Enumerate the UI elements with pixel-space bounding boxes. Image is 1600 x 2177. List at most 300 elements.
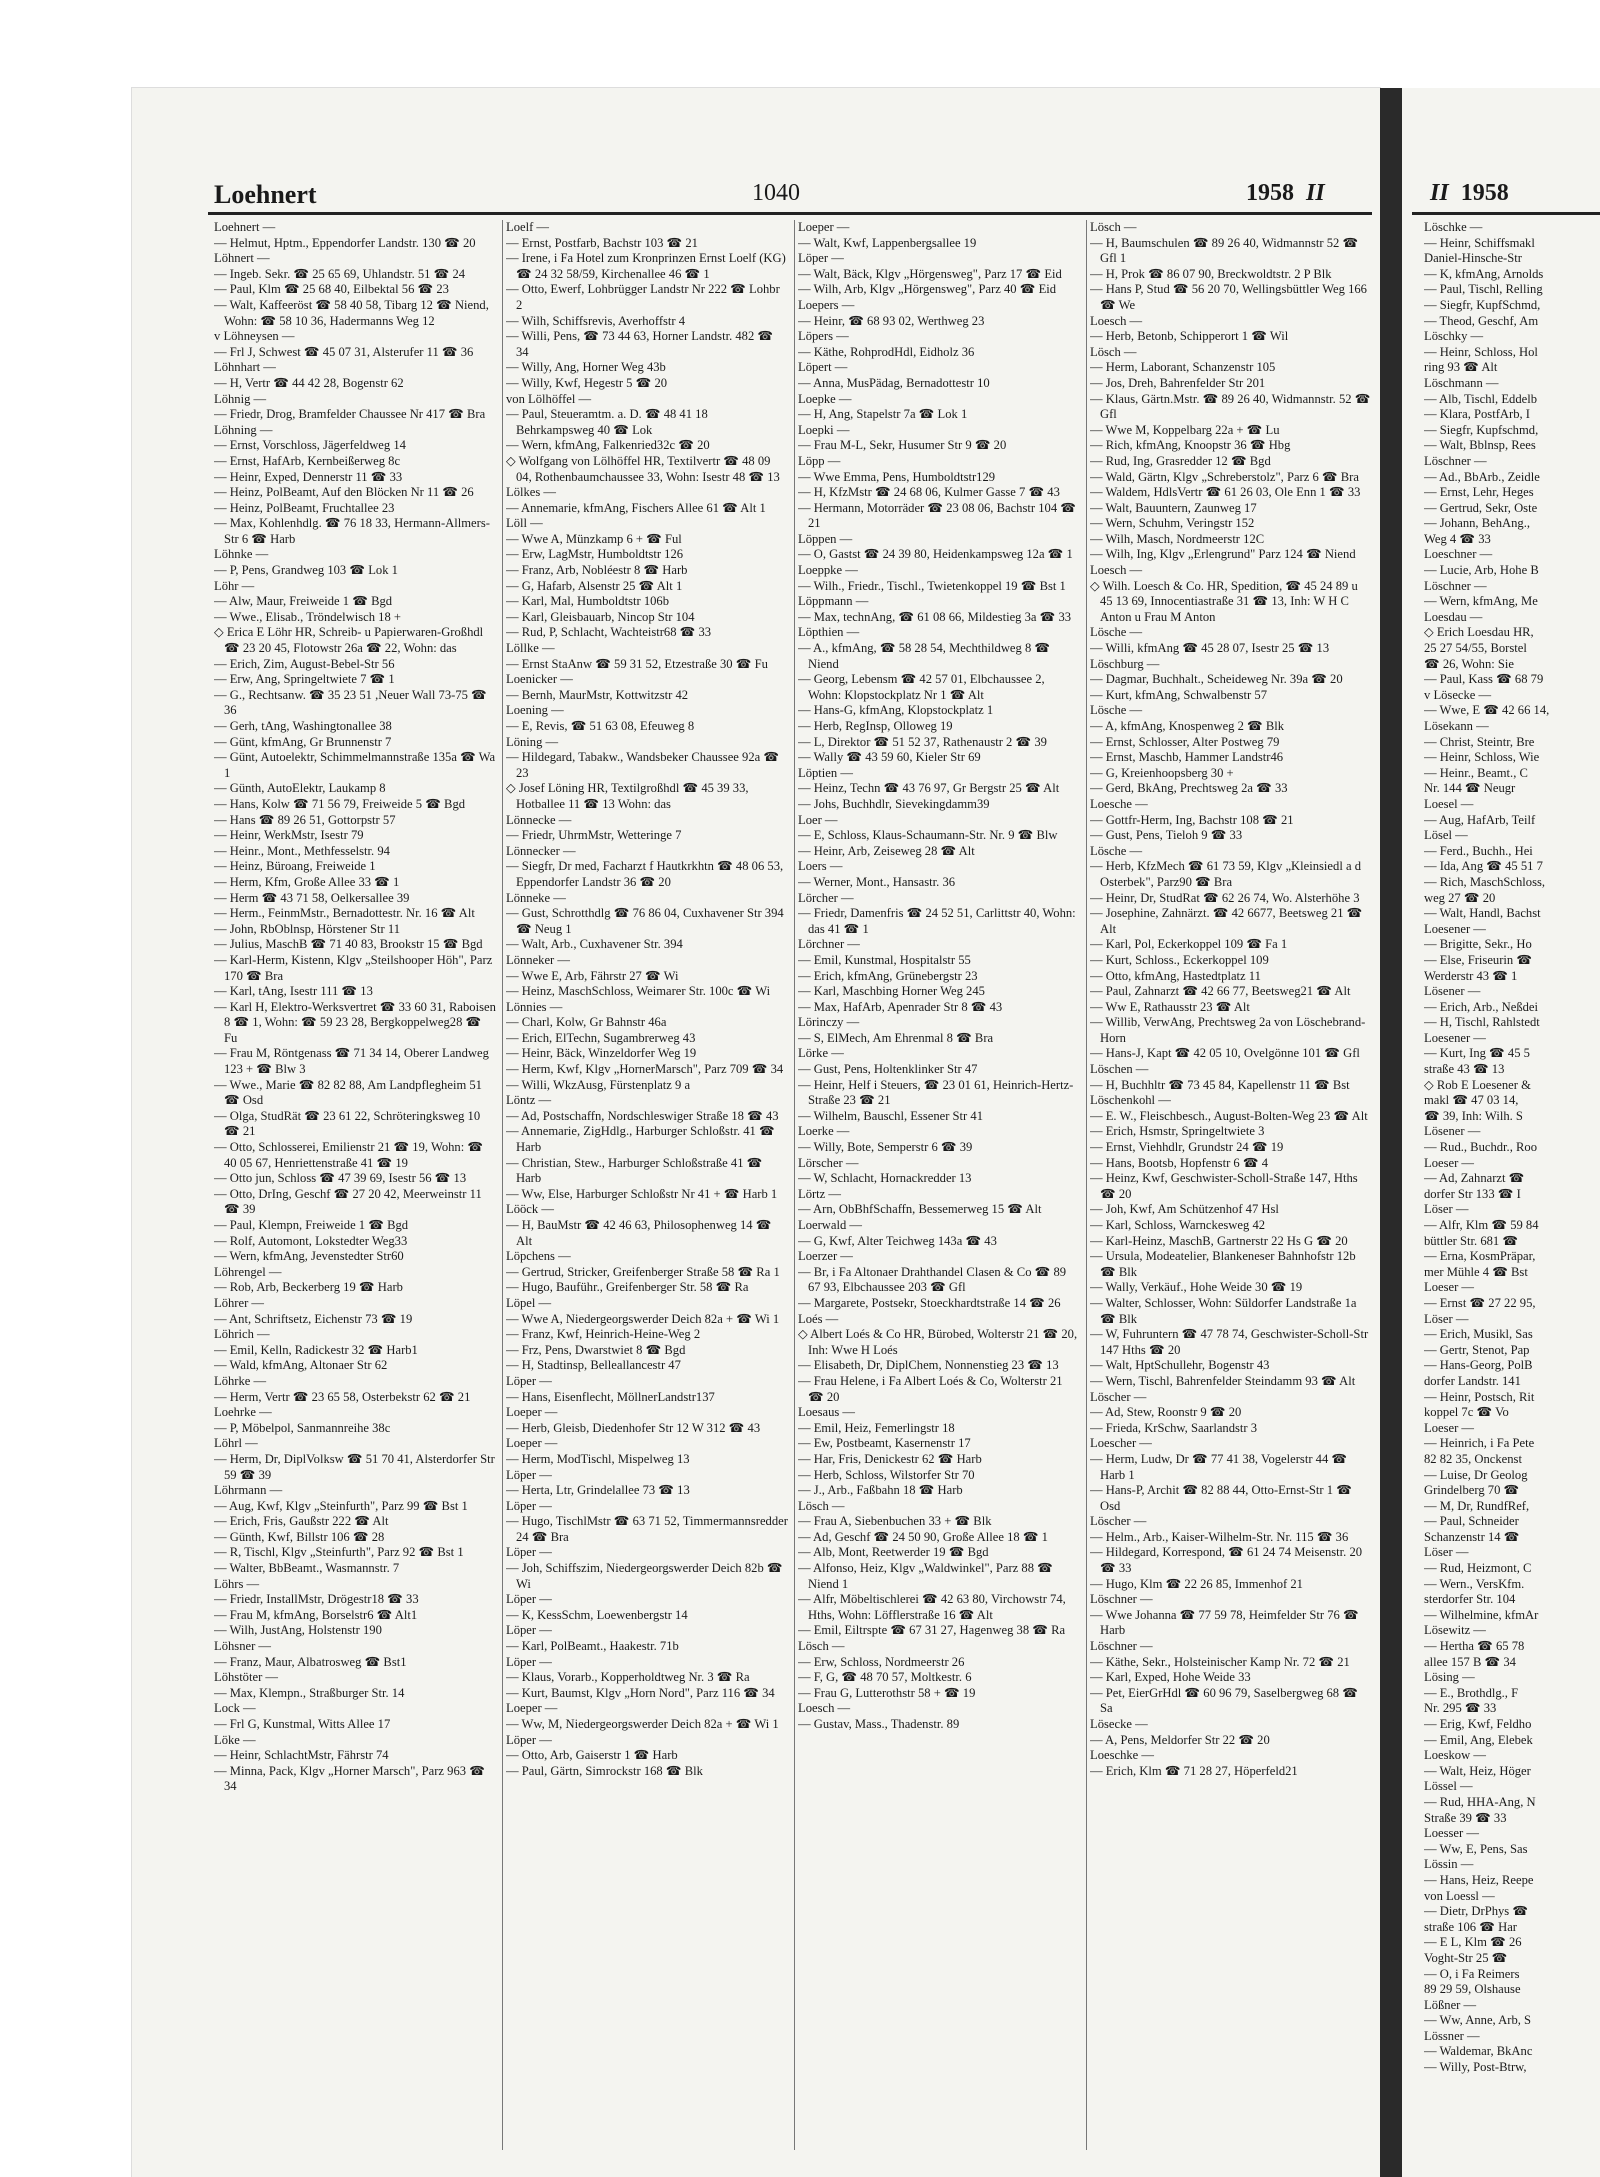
directory-entry: Werderstr 43 ☎ 1 — [1424, 968, 1518, 983]
directory-entry: — Heinr, Bäck, Winzeldorfer Weg 19 — [506, 1046, 697, 1061]
directory-entry: — Walt, Heiz, Höger — [1424, 1763, 1531, 1778]
directory-entry: — L, Direktor ☎ 51 52 37, Rathenaustr 2 ☎ 39 — [798, 734, 1047, 749]
directory-entry: — P, Pens, Grandweg 103 ☎ Lok 1 — [214, 563, 398, 578]
column-divider — [502, 220, 503, 2150]
directory-entry: — Franz, Kwf, Heinrich-Heine-Weg 2 — [506, 1327, 701, 1342]
directory-entry: — H, Baumschulen ☎ 89 26 40, Widmannstr 52 ☎ Gfl 1 — [1090, 235, 1359, 266]
directory-entry: — Bernh, MaurMstr, Kottwitzstr 42 — [506, 687, 689, 702]
surname-heading: Löper — — [506, 1732, 552, 1747]
directory-entry: — Erich, ElTechn, Sugambrerweg 43 — [506, 1030, 696, 1045]
directory-entry: — Heinz, PolBeamt, Auf den Blöcken Nr 11 ☎ 26 — [214, 485, 474, 500]
directory-entry: — Erich, Arb., Neßdei — [1424, 999, 1539, 1014]
directory-entry: — Karl, Gleisbauarb, Nincop Str 104 — [506, 609, 695, 624]
surname-heading: Löhnert — — [214, 251, 270, 266]
directory-entry: — Ernst, Vorschloss, Jägerfeldweg 14 — [214, 438, 406, 453]
surname-heading: Lösche — — [1090, 703, 1143, 718]
directory-entry: — Franz, Maur, Albatrosweg ☎ Bst1 — [214, 1654, 407, 1669]
surname-heading: Löning — — [506, 734, 559, 749]
directory-entry: dorfer Landstr. 141 — [1424, 1373, 1521, 1388]
column-1 — [214, 220, 496, 2150]
directory-entry: — Arn, ObBhfSchaffn, Bessemerweg 15 ☎ Alt — [798, 1202, 1042, 1217]
directory-entry: — Max, Kohlenhdlg. ☎ 76 18 33, Hermann-Allmers-Str 6 ☎ Harb — [214, 516, 490, 546]
directory-entry: — H, Ang, Stapelstr 7a ☎ Lok 1 — [798, 407, 968, 422]
directory-entry: — John, RbOblnsp, Hörstener Str 11 — [214, 921, 400, 936]
surname-heading: Loesdau — — [1424, 609, 1483, 624]
directory-entry: — Wilh, Arb, Klgv „Hörgensweg", Parz 40 ☎ Eid — [798, 282, 1057, 297]
directory-entry: — J., Arb., Faßbahn 18 ☎ Harb — [798, 1483, 963, 1498]
directory-entry: koppel 7c ☎ Vo — [1424, 1405, 1509, 1420]
directory-entry: — Annemarie, ZigHdlg., Harburger Schloßstr. 41 ☎ Harb — [506, 1124, 775, 1155]
surname-heading: Lössner — — [1424, 2028, 1480, 2043]
directory-entry: ◇ Josef Löning HR, Textilgroßhdl ☎ 45 39 33, Hotballee 11 ☎ 13 Wohn: das — [506, 781, 749, 811]
directory-entry: — Frau M, Röntgenass ☎ 71 34 14, Oberer Landweg 123 + ☎ Blw 3 — [214, 1046, 489, 1077]
directory-entry: — Käthe, RohprodHdl, Eidholz 36 — [798, 344, 975, 359]
surname-heading: Lönnecker — — [506, 843, 576, 858]
directory-entry: dorfer Str 133 ☎ I — [1424, 1186, 1521, 1201]
year-right: 1958 — [1460, 180, 1509, 206]
surname-heading: Löhrich — — [214, 1327, 270, 1342]
directory-entry: — Wilh, Ing, Klgv „Erlengrund" Parz 124 ☎ Niend — [1090, 547, 1356, 562]
directory-entry: — Georg, Lebensm ☎ 42 57 01, Elbchaussee 2, Wohn: Klopstockplatz Nr 1 ☎ Alt — [798, 672, 1045, 702]
directory-entry: — Herm, Kwf, Klgv „HornerMarsch", Parz 709 ☎ 34 — [506, 1062, 784, 1077]
directory-entry: — Otto, Schlosserei, Emilienstr 21 ☎ 19, Wohn: ☎ 40 05 67, Henriettenstraße 41 ☎ 19 — [214, 1140, 484, 1170]
directory-entry: — Frl J, Schwest ☎ 45 07 31, Alsterufer 11 ☎ 36 — [214, 344, 474, 359]
volume-right: II — [1430, 180, 1449, 206]
directory-entry: — Hans ☎ 89 26 51, Gottorpstr 57 — [214, 812, 396, 827]
directory-entry: — Hans, Heiz, Reepe — [1424, 1872, 1534, 1887]
surname-heading: Lönneker — — [506, 952, 570, 967]
directory-entry: — Walt, Arb., Cuxhavener Str. 394 — [506, 937, 683, 952]
directory-entry: — Anna, MusPädag, Bernadottestr 10 — [798, 375, 990, 390]
directory-entry: — Ernst ☎ 27 22 95, — [1424, 1295, 1536, 1310]
directory-entry: — Ww, Else, Harburger Schloßstr Nr 41 + ☎ Harb 1 — [506, 1186, 778, 1201]
directory-entry: — Heinrich, i Fa Pete — [1424, 1436, 1535, 1451]
directory-entry: — Christ, Steintr, Bre — [1424, 734, 1535, 749]
directory-entry: — Ursula, Modeatelier, Blankeneser Bahnhofstr 12b ☎ Blk — [1090, 1249, 1356, 1279]
directory-entry: — Gertr, Stenot, Pap — [1424, 1342, 1530, 1357]
surname-heading: Loeper — — [506, 1436, 558, 1451]
directory-entry: — Karl, tAng, Isestr 111 ☎ 13 — [214, 984, 373, 999]
directory-entry: — Heinr, ☎ 68 93 02, Werthweg 23 — [798, 313, 985, 328]
directory-entry: — S, ElMech, Am Ehrenmal 8 ☎ Bra — [798, 1030, 994, 1045]
surname-heading: Löper — — [506, 1467, 552, 1482]
directory-entry: — Heinr, Arb, Zeiseweg 28 ☎ Alt — [798, 843, 975, 858]
directory-entry: — Hans-Georg, PolB — [1424, 1358, 1533, 1373]
directory-entry: — H, Tischl, Rahlstedt — [1424, 1015, 1540, 1030]
directory-entry: — Heinr, Helf i Steuers, ☎ 23 01 61, Heinrich-Hertz-Straße 23 ☎ 21 — [798, 1077, 1074, 1108]
directory-entry: — Siegfr, Kupfschmd, — [1424, 422, 1539, 437]
directory-entry: — Kurt, kfmAng, Schwalbenstr 57 — [1090, 687, 1267, 702]
directory-entry: — Wern, kfmAng, Falkenried32c ☎ 20 — [506, 438, 710, 453]
surname-heading: Loeper — — [506, 1701, 558, 1716]
directory-entry: allee 157 B ☎ 34 — [1424, 1654, 1516, 1669]
directory-entry: — Karl, Mal, Humboldtstr 106b — [506, 594, 670, 609]
book-gutter — [1380, 88, 1402, 2177]
surname-heading: Loeppke — — [798, 563, 858, 578]
directory-entry: — Walt, HptSchullehr, Bogenstr 43 — [1090, 1358, 1270, 1373]
directory-entry: — Rud, HHA-Ang, N — [1424, 1794, 1536, 1809]
directory-entry: — Friedr, UhrmMstr, Wetteringe 7 — [506, 828, 682, 843]
directory-entry: — Frl G, Kunstmal, Witts Allee 17 — [214, 1717, 391, 1731]
directory-entry: — Dietr, DrPhys ☎ — [1424, 1904, 1529, 1919]
surname-heading: Lönneke — — [506, 890, 566, 905]
directory-entry: — Wwe M, Koppelbarg 22a + ☎ Lu — [1090, 422, 1280, 437]
directory-entry: — Hugo, Klm ☎ 22 26 85, Immenhof 21 — [1090, 1576, 1303, 1591]
directory-entry: — Siegfr, KupfSchmd, — [1424, 297, 1541, 312]
directory-entry: — Emil, Heiz, Femerlingstr 18 — [798, 1420, 955, 1435]
directory-entry: Nr. 295 ☎ 33 — [1424, 1701, 1497, 1716]
directory-entry: — Wwe A, Münzkamp 6 + ☎ Ful — [506, 531, 682, 546]
directory-entry: — Ida, Ang ☎ 45 51 7 — [1424, 859, 1543, 874]
directory-entry: — Kurt, Ing ☎ 45 5 — [1424, 1046, 1530, 1061]
directory-entry: — Erw, Ang, Springeltwiete 7 ☎ 1 — [214, 672, 395, 687]
directory-entry: — Walt, Bblnsp, Rees — [1424, 438, 1536, 453]
year-volume — [1246, 180, 1325, 207]
directory-entry: — Heinz, MaschSchloss, Weimarer Str. 100c ☎ Wi — [506, 984, 771, 999]
directory-entry: — Günth, Kwf, Billstr 106 ☎ 28 — [214, 1529, 385, 1544]
surname-heading: Löschburg — — [1090, 656, 1160, 671]
surname-heading: Lösewitz — — [1424, 1623, 1486, 1638]
surname-heading: Lönnies — — [506, 999, 563, 1014]
directory-entry: — Kurt, Schloss., Eckerkoppel 109 — [1090, 952, 1269, 967]
surname-heading: Löper — — [506, 1498, 552, 1513]
surname-heading: Lösekann — — [1424, 719, 1489, 733]
surname-heading: Löhnhart — — [214, 360, 276, 375]
surname-heading: Loeper — — [506, 1405, 558, 1420]
directory-entry: — Walt, Kaffeeröst ☎ 58 40 58, Tibarg 12 ☎ Niend, Wohn: ☎ 58 10 36, Hadermanns Weg 12 — [214, 297, 489, 328]
surname-heading: Lölkes — — [506, 485, 557, 500]
directory-entry: — Joh, Kwf, Am Schützenhof 47 Hsl — [1090, 1202, 1279, 1217]
surname-heading: Loesaus — — [798, 1405, 856, 1420]
surname-heading: Loers — — [798, 859, 843, 874]
directory-entry: — Rich, kfmAng, Knoopstr 36 ☎ Hbg — [1090, 438, 1291, 453]
directory-entry: — E. W., Fleischbesch., August-Bolten-Weg 23 ☎ Alt — [1090, 1108, 1368, 1123]
directory-entry: — E, Schloss, Klaus-Schaumann-Str. Nr. 9 ☎ Blw — [798, 828, 1058, 843]
directory-entry: — Alb, Tischl, Eddelb — [1424, 391, 1538, 406]
directory-entry: — Gust, Pens, Tieloh 9 ☎ 33 — [1090, 828, 1243, 843]
surname-heading: v Lösecke — — [1424, 687, 1492, 702]
directory-entry: — Olga, StudRät ☎ 23 61 22, Schröteringksweg 10 ☎ 21 — [214, 1108, 481, 1139]
directory-entry: — Heinz, Kwf, Geschwister-Scholl-Straße 147, Hths ☎ 20 — [1090, 1171, 1358, 1201]
surname-heading: Loepki — — [798, 422, 850, 437]
directory-entry: — Helmut, Hptm., Eppendorfer Landstr. 130 ☎ 20 — [214, 235, 476, 250]
directory-entry: — Otto, kfmAng, Hastedtplatz 11 — [1090, 968, 1261, 983]
surname-heading: Lößner — — [1424, 1997, 1477, 2012]
surname-heading: Lössel — — [1424, 1779, 1473, 1794]
surname-heading: Lörke — — [798, 1046, 844, 1061]
directory-entry: — A, Pens, Meldorfer Str 22 ☎ 20 — [1090, 1732, 1270, 1747]
directory-entry: — Heinz, PolBeamt, Fruchtallee 23 — [214, 500, 395, 515]
directory-entry: — Waldemar, BkAnc — [1424, 2044, 1533, 2059]
directory-entry: — G, Kreienhoopsberg 30 + — [1090, 765, 1234, 780]
directory-entry: Weg 4 ☎ 33 — [1424, 531, 1491, 546]
directory-entry: — Paul, Kass ☎ 68 79 — [1424, 672, 1544, 687]
directory-entry: — Wwe., Marie ☎ 82 82 88, Am Landpflegheim 51 ☎ Osd — [214, 1077, 482, 1108]
directory-entry: — Rob, Arb, Beckerberg 19 ☎ Harb — [214, 1280, 403, 1295]
directory-entry: — Erich, Musikl, Sas — [1424, 1327, 1533, 1342]
surname-heading: Löllke — — [506, 641, 555, 656]
directory-entry: — Christian, Stew., Harburger Schloßstraße 41 ☎ Harb — [506, 1155, 763, 1186]
directory-entry: — Max, HafArb, Apenrader Str 8 ☎ 43 — [798, 999, 1003, 1014]
surname-heading: Loepers — — [798, 297, 855, 312]
directory-entry: — Herm, Dr, DiplVolksw ☎ 51 70 41, Alsterdorfer Str 59 ☎ 39 — [214, 1451, 495, 1482]
directory-entry: — Werner, Mont., Hansastr. 36 — [798, 874, 956, 889]
directory-entry: — H, KfzMstr ☎ 24 68 06, Kulmer Gasse 7 ☎ 43 — [798, 485, 1060, 500]
directory-entry: — H, BauMstr ☎ 42 46 63, Philosophenweg 14 ☎ Alt — [506, 1218, 772, 1248]
column-divider — [1086, 220, 1087, 2150]
surname-heading: Loehnert — — [214, 220, 276, 234]
directory-entry: — Ant, Schriftsetz, Eichenstr 73 ☎ 19 — [214, 1311, 413, 1326]
directory-entry: — Wilh, Masch, Nordmeerstr 12C — [1090, 531, 1265, 546]
directory-entry: — Hans-J, Kapt ☎ 42 05 10, Ovelgönne 101 ☎ Gfl — [1090, 1046, 1360, 1061]
directory-entry: — Hermann, Motorräder ☎ 23 08 06, Bachstr 104 ☎ 21 — [798, 500, 1076, 531]
directory-entry: — Ww, M, Niedergeorgswerder Deich 82a + ☎ Wi 1 — [506, 1717, 779, 1731]
directory-entry: — Ad, Geschf ☎ 24 50 90, Große Allee 18 ☎ 1 — [798, 1529, 1048, 1544]
directory-entry: — Walt, Handl, Bachst — [1424, 906, 1541, 921]
surname-heading: Löhrl — — [214, 1436, 258, 1451]
directory-entry: — Willy, Ang, Horner Weg 43b — [506, 360, 666, 375]
directory-entry: straße 106 ☎ Har — [1424, 1919, 1517, 1934]
directory-entry: — Gerh, tAng, Washingtonallee 38 — [214, 719, 392, 733]
directory-entry: — Ernst, Schlosser, Alter Postweg 79 — [1090, 734, 1280, 749]
directory-entry: — Herb, Gleisb, Diedenhofer Str 12 W 312 ☎ 43 — [506, 1420, 761, 1435]
surname-heading: Löhr — — [214, 578, 255, 593]
directory-entry: — Friedr, Damenfris ☎ 24 52 51, Carlittstr 40, Wohn: das 41 ☎ 1 — [798, 906, 1076, 936]
directory-entry: — Paul, Zahnarzt ☎ 42 66 77, Beetsweg21 ☎ Alt — [1090, 984, 1351, 999]
directory-entry: — Wally ☎ 43 59 60, Kieler Str 69 — [798, 750, 981, 765]
directory-entry: — Minna, Pack, Klgv „Horner Marsch", Parz 963 ☎ 34 — [214, 1763, 485, 1794]
surname-heading: Löscher — — [1090, 1514, 1147, 1529]
directory-entry: — Emil, Kelln, Radickestr 32 ☎ Harb1 — [214, 1342, 418, 1357]
directory-entry: — Paul, Steueramtm. a. D. ☎ 48 41 18 Behrkampsweg 40 ☎ Lok — [506, 407, 708, 437]
directory-entry: — Josephine, Zahnärzt. ☎ 42 6677, Beetsweg 21 ☎ Alt — [1090, 906, 1363, 936]
column-2 — [506, 220, 788, 2150]
surname-heading: Loerwald — — [798, 1218, 862, 1232]
surname-heading: Löpert — — [798, 360, 848, 375]
directory-entry: — Frz, Pens, Dwarstwiet 8 ☎ Bgd — [506, 1342, 686, 1357]
directory-entry: — Otto, Ewerf, Lohbrügger Landstr Nr 222 ☎ Lohbr 2 — [506, 282, 780, 312]
directory-entry: — Gottfr-Herm, Ing, Bachstr 108 ☎ 21 — [1090, 812, 1294, 827]
directory-entry: — Frau M, kfmAng, Borselstr6 ☎ Alt1 — [214, 1607, 418, 1622]
directory-entry: — Heinr, Schloss, Hol — [1424, 344, 1538, 359]
directory-entry: — Jos, Dreh, Bahrenfelder Str 201 — [1090, 375, 1266, 390]
directory-entry: — Alfonso, Heiz, Klgv „Waldwinkel", Parz 88 ☎ Niend 1 — [798, 1561, 1053, 1591]
directory-entry: — Wald, Gärtn, Klgv „Schreberstolz", Parz 6 ☎ Bra — [1090, 469, 1359, 484]
directory-entry: — Friedr, InstallMstr, Drögestr18 ☎ 33 — [214, 1592, 419, 1607]
directory-entry: — Walt, Bauuntern, Zaunweg 17 — [1090, 500, 1257, 515]
surname-heading: Lösch — — [798, 1639, 845, 1654]
directory-entry: — Elisabeth, Dr, DiplChem, Nonnenstieg 23 ☎ 13 — [798, 1358, 1059, 1373]
surname-heading: Löke — — [214, 1732, 256, 1747]
surname-heading: Löhsner — — [214, 1639, 272, 1654]
year-left: 1958 — [1246, 180, 1294, 206]
directory-entry: — Ew, Postbeamt, Kasernenstr 17 — [798, 1436, 971, 1451]
surname-heading: Loehrke — — [214, 1405, 272, 1420]
directory-entry: — Ww, E, Pens, Sas — [1424, 1841, 1528, 1856]
directory-entry: Daniel-Hinsche-Str — [1424, 251, 1522, 266]
directory-entry: 89 29 59, Olshause — [1424, 1982, 1521, 1997]
directory-entry: — Ww, Anne, Arb, S — [1424, 2013, 1532, 2028]
directory-entry: — Helm., Arb., Kaiser-Wilhelm-Str. Nr. 115 ☎ 36 — [1090, 1529, 1349, 1544]
directory-entry: — Pet, EierGrHdl ☎ 60 96 79, Saselbergweg 68 ☎ Sa — [1090, 1685, 1358, 1716]
column-3 — [798, 220, 1080, 2150]
directory-entry: — E., Brothdlg., F — [1424, 1685, 1519, 1700]
surname-heading: Löschner — — [1090, 1639, 1153, 1654]
surname-heading: Loeser — — [1424, 1420, 1475, 1435]
directory-entry: — Wwe., Elisab., Tröndelwisch 18 + — [214, 609, 402, 624]
directory-entry: — Wwe Emma, Pens, Humboldtstr129 — [798, 469, 996, 484]
directory-entry: — H, Vertr ☎ 44 42 28, Bogenstr 62 — [214, 375, 404, 390]
directory-entry: — Karl, Pol, Eckerkoppel 109 ☎ Fa 1 — [1090, 937, 1288, 952]
directory-entry: — Siegfr, Dr med, Facharzt f Hautkrkhtn ☎ 48 06 53, Eppendorfer Landstr 36 ☎ 20 — [506, 859, 784, 889]
surname-heading: Lösel — — [1424, 828, 1468, 843]
directory-entry: — Hans-P, Archit ☎ 82 88 44, Otto-Ernst-Str 1 ☎ Osd — [1090, 1483, 1352, 1513]
directory-entry: — Karl, Maschbing Horner Weg 245 — [798, 984, 985, 999]
directory-entry: — Willy, Kwf, Hegestr 5 ☎ 20 — [506, 375, 668, 390]
directory-entry: — Aug, HafArb, Teilf — [1424, 812, 1536, 827]
surname-heading: Löpel — — [506, 1295, 552, 1310]
surname-heading: Löschenkohl — — [1090, 1093, 1171, 1108]
directory-entry: ◇ Albert Loés & Co HR, Bürobed, Wolterstr 21 ☎ 20, Inh: Wwe H Loés — [798, 1327, 1078, 1357]
directory-entry: — Wern, Tischl, Bahrenfelder Steindamm 93 ☎ Alt — [1090, 1373, 1356, 1388]
directory-entry: — O, Gastst ☎ 24 39 80, Heidenkampsweg 12a ☎ 1 — [798, 547, 1073, 562]
directory-entry: — Heinr, Dr, StudRat ☎ 62 26 74, Wo. Alsterhöhe 3 — [1090, 890, 1360, 905]
directory-entry: — Hans, Bootsb, Hopfenstr 6 ☎ 4 — [1090, 1155, 1268, 1170]
directory-entry: — Ernst, Viehhdlr, Grundstr 24 ☎ 19 — [1090, 1140, 1284, 1155]
directory-entry: — W, Fuhruntern ☎ 47 78 74, Geschwister-Scholl-Str 147 Hths ☎ 20 — [1090, 1327, 1369, 1357]
surname-heading: Loerzer — — [798, 1249, 853, 1264]
directory-entry: — Karl, PolBeamt., Haakestr. 71b — [506, 1639, 679, 1654]
directory-entry: — Wald, kfmAng, Altonaer Str 62 — [214, 1358, 388, 1373]
surname-heading: Löpthien — — [798, 625, 860, 640]
directory-entry: ◇ Erica E Löhr HR, Schreib- u Papierwaren-Großhdl ☎ 23 20 45, Flotowstr 26a ☎ 22, Wohn: das — [214, 625, 484, 656]
surname-heading: Loesel — — [1424, 796, 1474, 811]
directory-entry: — Erw, LagMstr, Humboldtstr 126 — [506, 547, 684, 562]
surname-heading: Löschen — — [1090, 1062, 1149, 1077]
directory-entry: — Alw, Maur, Freiweide 1 ☎ Bgd — [214, 594, 393, 609]
surname-heading: Löscher — — [1090, 1389, 1147, 1404]
directory-entry: — Erich, kfmAng, Grünebergstr 23 — [798, 968, 978, 983]
directory-entry: — Annemarie, kfmAng, Fischers Allee 61 ☎ Alt 1 — [506, 500, 766, 515]
directory-entry: — Emil, Kunstmal, Hospitalstr 55 — [798, 952, 971, 967]
surname-heading: Loening — — [506, 703, 564, 718]
directory-entry: — E, Revis, ☎ 51 63 08, Efeuweg 8 — [506, 719, 695, 733]
directory-entry: — Karl, Schloss, Warnckesweg 42 — [1090, 1218, 1266, 1232]
directory-entry: Grindelberg 70 ☎ — [1424, 1483, 1520, 1498]
directory-entry: — Klaus, Gärtn.Mstr. ☎ 89 26 40, Widmannstr. 52 ☎ Gfl — [1090, 391, 1371, 422]
directory-entry: — E L, Klm ☎ 26 — [1424, 1935, 1522, 1950]
directory-entry: — G, Kwf, Alter Teichweg 143a ☎ 43 — [798, 1233, 997, 1248]
surname-heading: Loesch — — [798, 1701, 851, 1716]
surname-heading: Loesche — — [1090, 796, 1148, 811]
directory-entry: — Herm, Vertr ☎ 23 65 58, Osterbekstr 62 ☎ 21 — [214, 1389, 471, 1404]
directory-entry: — Willib, VerwAng, Prechtsweg 2a von Löschebrand-Horn — [1090, 1015, 1366, 1045]
directory-entry: — Erw, Schloss, Nordmeerstr 26 — [798, 1654, 965, 1669]
directory-entry: — Wilh, JustAng, Holstenstr 190 — [214, 1623, 382, 1638]
directory-entry: — Erich, Zim, August-Bebel-Str 56 — [214, 656, 395, 671]
directory-entry: — Frau G, Lutterothstr 58 + ☎ 19 — [798, 1685, 976, 1700]
surname-heading: Loepke — — [798, 391, 852, 406]
directory-entry: — Otto, Arb, Gaiserstr 1 ☎ Harb — [506, 1748, 678, 1763]
directory-entry: — Klaus, Vorarb., Kopperholdtweg Nr. 3 ☎ Ra — [506, 1670, 750, 1685]
surname-heading: Löll — — [506, 516, 543, 531]
directory-entry: — Herb, Schloss, Wilstorfer Str 70 — [798, 1467, 975, 1482]
column-right-page — [1424, 220, 1600, 2150]
directory-entry: ☎ 39, Inh: Wilh. S — [1424, 1108, 1523, 1123]
directory-entry: — Wilhelm, Bauschl, Essener Str 41 — [798, 1108, 983, 1123]
directory-entry: — Frau Helene, i Fa Albert Loés & Co, Wolterstr 21 ☎ 20 — [798, 1373, 1063, 1404]
directory-entry: — Ernst, Lehr, Heges — [1424, 485, 1534, 500]
header-rule-right — [1412, 212, 1600, 215]
directory-entry: — Günt, Autoelektr, Schimmelmannstraße 135a ☎ Wa 1 — [214, 750, 496, 780]
surname-heading: Löhstöter — — [214, 1670, 279, 1685]
surname-heading: Löschky — — [1424, 329, 1484, 344]
directory-entry: — Wally, Verkäuf., Hohe Weide 30 ☎ 19 — [1090, 1280, 1303, 1295]
surname-heading: Loeschner — — [1424, 547, 1493, 562]
surname-heading: Löschmann — — [1424, 375, 1499, 390]
surname-heading: Löpchens — — [506, 1249, 571, 1264]
directory-entry: — Willi, WkzAusg, Fürstenplatz 9 a — [506, 1077, 691, 1092]
directory-entry: — Erna, KosmPräpar, — [1424, 1249, 1536, 1264]
directory-entry: — Willi, Pens, ☎ 73 44 63, Horner Landstr. 482 ☎ 34 — [506, 329, 774, 359]
surname-heading: Löhrengel — — [214, 1264, 282, 1279]
year-volume-right — [1430, 180, 1509, 207]
surname-heading: Loer — — [798, 812, 838, 827]
surname-heading: Lööck — — [506, 1202, 554, 1217]
directory-entry: — Herm, Laborant, Schanzenstr 105 — [1090, 360, 1276, 375]
directory-entry: — R, Tischl, Klgv „Steinfurth", Parz 92 ☎ Bst 1 — [214, 1545, 464, 1560]
directory-entry: — Rud, Ing, Grasredder 12 ☎ Bgd — [1090, 453, 1271, 468]
directory-entry: — Wern, kfmAng, Jevenstedter Str60 — [214, 1249, 404, 1264]
directory-entry: — Otto, DrIng, Geschf ☎ 27 20 42, Meerweinstr 11 ☎ 39 — [214, 1186, 482, 1217]
directory-entry: ◇ Wolfgang von Lölhöffel HR, Textilvertr ☎ 48 09 04, Rothenbaumchaussee 33, Wohn: Isestr 48 ☎ 13 — [506, 453, 780, 484]
directory-entry: — Herm, ModTischl, Mispelweg 13 — [506, 1451, 690, 1466]
directory-entry: — Max, Klempn., Straßburger Str. 14 — [214, 1685, 405, 1700]
surname-heading: Loesener — — [1424, 921, 1486, 936]
directory-entry: — Gertrud, Stricker, Greifenberger Straße 58 ☎ Ra 1 — [506, 1264, 780, 1279]
directory-entry: — Erich, Klm ☎ 71 28 27, Höperfeld21 — [1090, 1763, 1298, 1778]
surname-heading: Löper — — [506, 1545, 552, 1560]
directory-entry: — Hans, Eisenflecht, MöllnerLandstr137 — [506, 1389, 715, 1404]
directory-entry: — Aug, Kwf, Klgv „Steinfurth", Parz 99 ☎ Bst 1 — [214, 1498, 468, 1513]
directory-entry: — Wilh, Schiffsrevis, Averhoffstr 4 — [506, 313, 686, 328]
directory-entry: — Hildegard, Tabakw., Wandsbeker Chaussee 92a ☎ 23 — [506, 750, 780, 780]
surname-heading: Lösch — — [798, 1498, 845, 1513]
directory-entry: — Frau M-L, Sekr, Husumer Str 9 ☎ 20 — [798, 438, 1007, 453]
directory-entry: — Paul, Schneider — [1424, 1514, 1519, 1529]
directory-entry: — Lucie, Arb, Hohe B — [1424, 563, 1539, 578]
surname-heading: Lösener — — [1424, 1124, 1481, 1139]
running-head: Loehnert — [214, 180, 317, 209]
directory-entry: — Rud., Buchdr., Roo — [1424, 1140, 1537, 1155]
directory-entry: — Erich, Fris, Gaußstr 222 ☎ Alt — [214, 1514, 389, 1529]
directory-entry: — Paul, Klempn, Freiweide 1 ☎ Bgd — [214, 1218, 409, 1232]
surname-heading: Löser — — [1424, 1202, 1469, 1217]
directory-entry: — Joh, Schiffszim, Niedergeorgswerder Deich 82b ☎ Wi — [506, 1561, 783, 1591]
directory-entry: — Herm, Ludw, Dr ☎ 77 41 38, Vogelerstr 44 ☎ Harb 1 — [1090, 1451, 1348, 1482]
directory-entry: — Karl, Exped, Hohe Weide 33 — [1090, 1670, 1251, 1685]
directory-entry: — Günt, kfmAng, Gr Brunnenstr 7 — [214, 734, 392, 749]
surname-heading: Loescher — — [1090, 1436, 1152, 1451]
directory-entry: — Heinz, Techn ☎ 43 76 97, Gr Bergstr 25 ☎ Alt — [798, 781, 1060, 796]
directory-entry: — Emil, Ang, Elebek — [1424, 1732, 1533, 1747]
directory-entry: ☎ 26, Wohn: Sie — [1424, 656, 1515, 671]
surname-heading: Lössin — — [1424, 1857, 1474, 1872]
directory-entry: — H, Prok ☎ 86 07 90, Breckwoldtstr. 2 P Blk — [1090, 266, 1332, 281]
surname-heading: Löper — — [506, 1623, 552, 1638]
surname-heading: Löschner — — [1424, 453, 1487, 468]
directory-entry: — Herm ☎ 43 71 58, Oelkersallee 39 — [214, 890, 410, 905]
